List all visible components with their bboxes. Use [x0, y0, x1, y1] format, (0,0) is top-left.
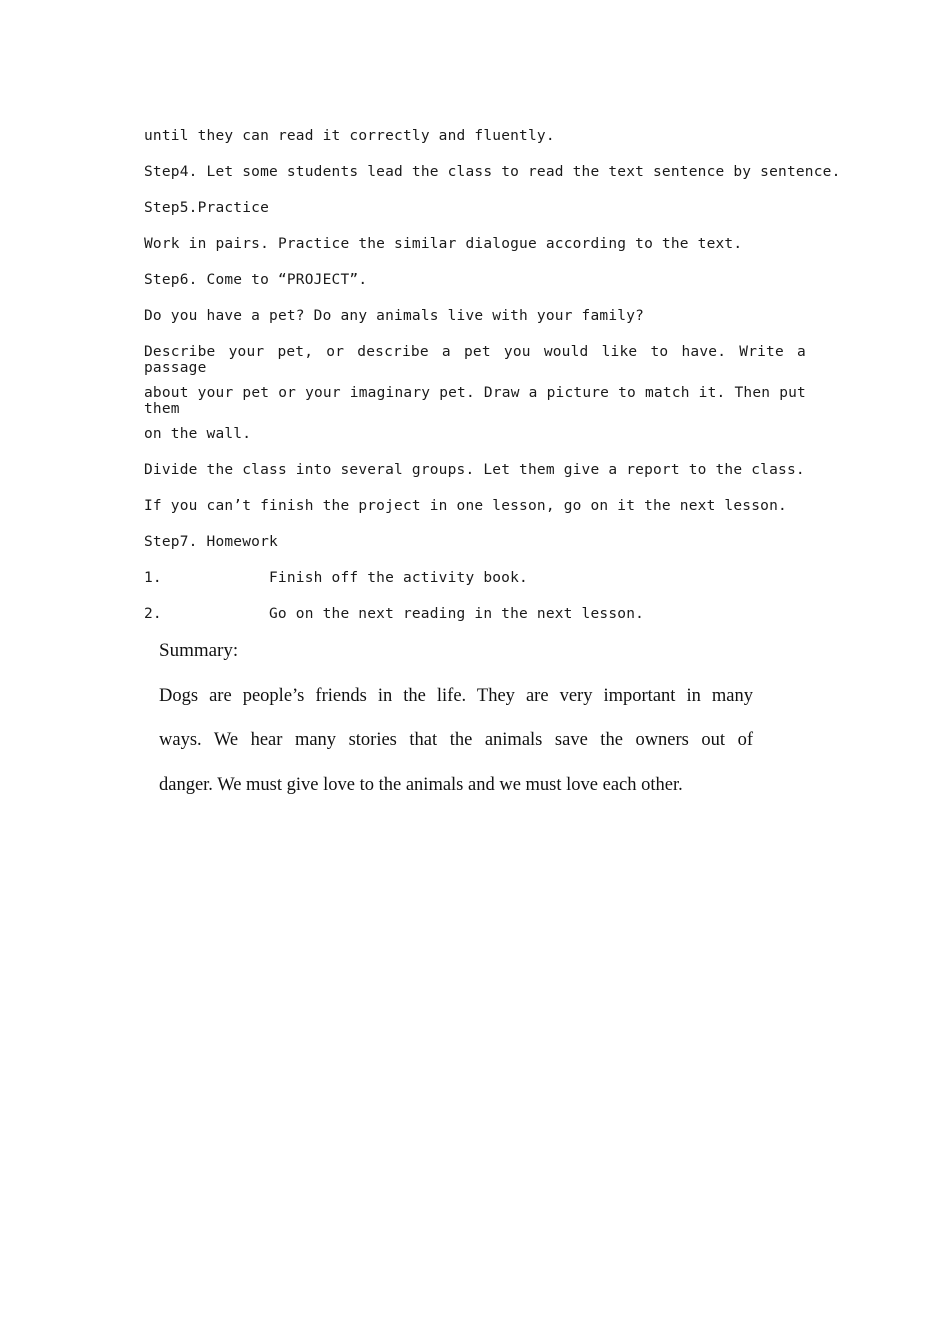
text-line-step5-heading: Step5.Practice [144, 200, 270, 216]
text-line-divide-groups: Divide the class into several groups. Let them give a report to the class. [144, 462, 805, 478]
text-line-until-fluently: until they can read it correctly and fluently. [144, 128, 555, 144]
summary-line-2: ways. We hear many stories that the animals save the owners out of [159, 730, 753, 750]
homework-number-2: 2. [144, 606, 162, 622]
text-line-step4: Step4. Let some students lead the class to read the text sentence by sentence. [144, 164, 841, 180]
summary-line-3: danger. We must give love to the animals and we must love each other. [159, 775, 683, 795]
homework-item-1: Finish off the activity book. [269, 570, 528, 586]
homework-number-1: 1. [144, 570, 162, 586]
text-line-pet-question: Do you have a pet? Do any animals live with your family? [144, 308, 645, 324]
text-line-finish-project: If you can’t finish the project in one lesson, go on it the next lesson. [144, 498, 787, 514]
text-line-step6-heading: Step6. Come to “PROJECT”. [144, 272, 368, 288]
summary-line-1: Dogs are people’s friends in the life. They are very important in many [159, 686, 753, 706]
text-line-describe-pet: Describe your pet, or describe a pet you would like to have. Write a passage [144, 344, 806, 376]
text-line-on-the-wall: on the wall. [144, 426, 252, 442]
text-line-pair-work: Work in pairs. Practice the similar dialogue according to the text. [144, 236, 743, 252]
summary-title: Summary: [159, 640, 239, 661]
text-line-step7-heading: Step7. Homework [144, 534, 278, 550]
homework-item-2: Go on the next reading in the next lesson. [269, 606, 645, 622]
text-line-imaginary-pet: about your pet or your imaginary pet. Draw a picture to match it. Then put them [144, 385, 806, 417]
